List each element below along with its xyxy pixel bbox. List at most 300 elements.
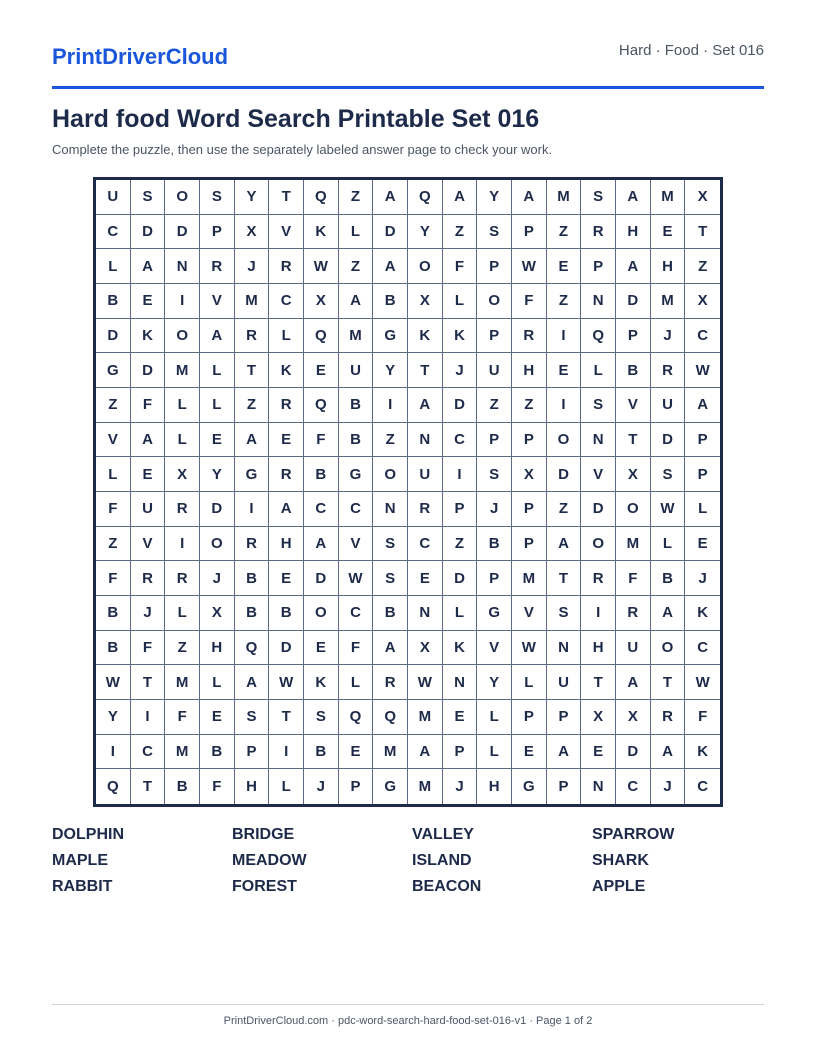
grid-cell: S — [200, 180, 235, 215]
grid-cell: R — [235, 527, 270, 562]
grid-cell: N — [581, 769, 616, 804]
grid-cell: J — [685, 561, 720, 596]
grid-cell: Z — [235, 388, 270, 423]
grid-cell: W — [269, 665, 304, 700]
grid-cell: O — [581, 527, 616, 562]
grid-cell: E — [408, 561, 443, 596]
grid-cell: E — [512, 735, 547, 770]
grid-cell: A — [131, 423, 166, 458]
grid-cell: K — [443, 319, 478, 354]
grid-cell: P — [512, 527, 547, 562]
grid-cell: G — [512, 769, 547, 804]
grid-cell: I — [443, 457, 478, 492]
grid-cell: N — [581, 284, 616, 319]
grid-cell: A — [512, 180, 547, 215]
grid-cell: X — [512, 457, 547, 492]
grid-cell: P — [685, 457, 720, 492]
grid-cell: V — [131, 527, 166, 562]
word-list-item: APPLE — [592, 878, 646, 895]
grid-cell: C — [443, 423, 478, 458]
grid-cell: Y — [477, 180, 512, 215]
grid-cell: Y — [373, 353, 408, 388]
grid-cell: Z — [685, 249, 720, 284]
grid-cell: D — [96, 319, 131, 354]
grid-cell: H — [269, 527, 304, 562]
grid-cell: X — [616, 457, 651, 492]
grid-cell: F — [443, 249, 478, 284]
grid-cell: J — [304, 769, 339, 804]
grid-cell: P — [235, 735, 270, 770]
grid-cell: C — [685, 319, 720, 354]
grid-cell: E — [547, 249, 582, 284]
grid-cell: S — [477, 215, 512, 250]
grid-cell: I — [165, 284, 200, 319]
word-list-item: BRIDGE — [232, 826, 295, 843]
grid-cell: U — [96, 180, 131, 215]
brand-logo[interactable]: PrintDriverCloud — [52, 44, 229, 69]
grid-cell: T — [131, 665, 166, 700]
grid-cell: W — [408, 665, 443, 700]
grid-cell: T — [581, 665, 616, 700]
grid-cell: R — [373, 665, 408, 700]
grid-cell: F — [304, 423, 339, 458]
grid-cell: Z — [443, 215, 478, 250]
grid-cell: Q — [96, 769, 131, 804]
grid-cell: A — [131, 249, 166, 284]
grid-cell: V — [200, 284, 235, 319]
grid-cell: D — [131, 215, 166, 250]
grid-cell: L — [477, 735, 512, 770]
grid-cell: T — [131, 769, 166, 804]
grid-cell: Z — [512, 388, 547, 423]
grid-cell: L — [685, 492, 720, 527]
grid-cell: U — [408, 457, 443, 492]
grid-cell: G — [96, 353, 131, 388]
grid-cell: M — [408, 769, 443, 804]
grid-cell: Z — [547, 284, 582, 319]
grid-cell: N — [373, 492, 408, 527]
grid-cell: L — [96, 249, 131, 284]
grid-cell: B — [304, 735, 339, 770]
grid-cell: C — [697, 778, 709, 796]
grid-cell: M — [512, 561, 547, 596]
word-list-item: SHARK — [592, 852, 649, 869]
grid-cell: A — [339, 284, 374, 319]
grid-cell: A — [408, 735, 443, 770]
grid-cell: U — [339, 353, 374, 388]
grid-cell: C — [616, 769, 651, 804]
grid-cell: A — [547, 527, 582, 562]
grid-cell: Q — [339, 700, 374, 735]
word-list-item: DOLPHIN — [52, 826, 124, 843]
grid-cell: A — [235, 423, 270, 458]
grid-cell: P — [512, 423, 547, 458]
grid-cell: P — [616, 319, 651, 354]
grid-cell: Z — [547, 492, 582, 527]
grid-cell: C — [304, 492, 339, 527]
grid-cell: I — [131, 700, 166, 735]
grid-cell: Q — [304, 319, 339, 354]
grid-cell: J — [443, 769, 478, 804]
grid-cell: A — [373, 180, 408, 215]
grid-cell: O — [165, 180, 200, 215]
grid-cell: R — [269, 388, 304, 423]
grid-cell: Z — [339, 180, 374, 215]
grid-cell: A — [304, 527, 339, 562]
grid-cell: J — [200, 561, 235, 596]
grid-cell: J — [651, 319, 686, 354]
grid-cell: H — [581, 631, 616, 666]
grid-cell: V — [339, 527, 374, 562]
grid-cell: V — [96, 423, 131, 458]
page-footer: PrintDriverCloud.com · pdc-word-search-hard-food-set-016-v1 · Page 1 of 2 — [52, 1004, 764, 1027]
grid-cell: H — [235, 769, 270, 804]
grid-cell: B — [96, 284, 131, 319]
grid-cell: P — [685, 423, 720, 458]
word-list-item: RABBIT — [52, 878, 113, 895]
grid-cell: S — [304, 700, 339, 735]
grid-cell: M — [616, 527, 651, 562]
grid-cell: D — [131, 353, 166, 388]
grid-cell: B — [235, 561, 270, 596]
grid-cell: B — [477, 527, 512, 562]
grid-cell: R — [165, 561, 200, 596]
grid-cell: K — [685, 735, 720, 770]
grid-cell: L — [269, 319, 304, 354]
grid-cell: B — [200, 735, 235, 770]
grid-cell: W — [512, 249, 547, 284]
grid-cell: H — [616, 215, 651, 250]
grid-cell: A — [443, 180, 478, 215]
word-list-item: ISLAND — [412, 852, 472, 869]
grid-cell: F — [131, 631, 166, 666]
grid-cell: C — [339, 492, 374, 527]
word-list-item: FOREST — [232, 878, 297, 895]
grid-cell: W — [685, 665, 720, 700]
grid-cell: T — [651, 665, 686, 700]
grid-cell: K — [685, 596, 720, 631]
grid-cell: L — [651, 527, 686, 562]
grid-cell: F — [339, 631, 374, 666]
grid-cell: B — [96, 631, 131, 666]
grid-cell: M — [373, 735, 408, 770]
grid-cell: D — [304, 561, 339, 596]
grid-cell: I — [581, 596, 616, 631]
grid-cell: I — [547, 319, 582, 354]
grid-cell: E — [304, 353, 339, 388]
grid-cell: Z — [96, 527, 131, 562]
grid-cell: M — [235, 284, 270, 319]
grid-cell: C — [131, 735, 166, 770]
grid-cell: L — [443, 284, 478, 319]
grid-cell: R — [581, 215, 616, 250]
grid-cell: G — [373, 319, 408, 354]
grid-cell: Z — [339, 249, 374, 284]
grid-cell: B — [235, 596, 270, 631]
grid-cell: B — [616, 353, 651, 388]
grid-cell: G — [373, 769, 408, 804]
grid-cell: X — [235, 215, 270, 250]
grid-cell: Z — [165, 631, 200, 666]
grid-cell: F — [96, 492, 131, 527]
grid-cell: L — [443, 596, 478, 631]
grid-cell: P — [547, 700, 582, 735]
grid-cell: L — [200, 388, 235, 423]
grid-cell: X — [165, 457, 200, 492]
grid-cell: U — [616, 631, 651, 666]
grid-cell: A — [408, 388, 443, 423]
grid-cell: A — [616, 180, 651, 215]
grid-cell: L — [477, 700, 512, 735]
grid-cell: L — [165, 388, 200, 423]
grid-cell: K — [443, 631, 478, 666]
grid-cell: B — [165, 769, 200, 804]
grid-cell: S — [651, 457, 686, 492]
grid-cell: U — [131, 492, 166, 527]
grid-cell: R — [651, 353, 686, 388]
grid-cell: R — [512, 319, 547, 354]
grid-cell: X — [408, 631, 443, 666]
word-list-item: MAPLE — [52, 852, 108, 869]
grid-cell: S — [581, 388, 616, 423]
grid-cell: Q — [373, 700, 408, 735]
grid-cell: P — [477, 423, 512, 458]
grid-cell: S — [477, 457, 512, 492]
grid-cell: R — [581, 561, 616, 596]
word-list-item: SPARROW — [592, 826, 675, 843]
grid-cell: F — [131, 388, 166, 423]
grid-cell: X — [200, 596, 235, 631]
grid-cell: L — [581, 353, 616, 388]
page-title: Hard food Word Search Printable Set 016 — [52, 105, 540, 133]
grid-cell: G — [339, 457, 374, 492]
grid-cell: L — [165, 423, 200, 458]
grid-cell: Y — [408, 215, 443, 250]
grid-cell: N — [165, 249, 200, 284]
grid-cell: T — [685, 215, 720, 250]
grid-cell: E — [269, 423, 304, 458]
grid-cell: U — [477, 353, 512, 388]
grid-cell: L — [339, 665, 374, 700]
grid-cell: E — [269, 561, 304, 596]
grid-cell: B — [304, 457, 339, 492]
grid-cell: F — [200, 769, 235, 804]
grid-cell: O — [373, 457, 408, 492]
grid-cell: E — [304, 631, 339, 666]
grid-cell: I — [547, 388, 582, 423]
grid-cell: W — [685, 353, 720, 388]
grid-cell: O — [547, 423, 582, 458]
grid-cell: Q — [581, 319, 616, 354]
grid-cell: U — [547, 665, 582, 700]
grid-cell: B — [269, 596, 304, 631]
grid-cell: W — [339, 561, 374, 596]
grid-cell: H — [477, 769, 512, 804]
grid-cell: Z — [547, 215, 582, 250]
grid-cell: X — [685, 180, 720, 215]
grid-cell: Y — [235, 180, 270, 215]
grid-cell: E — [685, 527, 720, 562]
word-list-item: BEACON — [412, 878, 482, 895]
grid-cell: Y — [96, 700, 131, 735]
grid-cell: V — [512, 596, 547, 631]
grid-cell: X — [408, 284, 443, 319]
grid-cell: B — [373, 596, 408, 631]
grid-cell: L — [200, 353, 235, 388]
grid-cell: A — [616, 249, 651, 284]
grid-cell: D — [373, 215, 408, 250]
grid-cell: D — [547, 457, 582, 492]
grid-cell: C — [96, 215, 131, 250]
grid-cell: D — [443, 388, 478, 423]
grid-cell: R — [131, 561, 166, 596]
grid-cell: G — [477, 596, 512, 631]
grid-cell: I — [269, 735, 304, 770]
grid-cell: L — [512, 665, 547, 700]
page-header — [52, 0, 764, 89]
grid-cell: O — [477, 284, 512, 319]
grid-cell: L — [339, 215, 374, 250]
grid-cell: R — [269, 249, 304, 284]
grid-cell: A — [685, 388, 720, 423]
grid-cell: T — [408, 353, 443, 388]
grid-cell: O — [165, 319, 200, 354]
grid-cell: M — [339, 319, 374, 354]
grid-cell: M — [165, 353, 200, 388]
grid-cell: O — [408, 249, 443, 284]
word-list-item: MEADOW — [232, 852, 307, 869]
grid-cell: A — [269, 492, 304, 527]
grid-cell: R — [165, 492, 200, 527]
grid-cell: M — [408, 700, 443, 735]
grid-cell: F — [165, 700, 200, 735]
grid-cell: T — [269, 180, 304, 215]
grid-cell: A — [651, 596, 686, 631]
grid-cell: R — [651, 700, 686, 735]
grid-cell: S — [373, 561, 408, 596]
grid-cell: T — [269, 700, 304, 735]
grid-cell: Z — [96, 388, 131, 423]
grid-cell: D — [165, 215, 200, 250]
grid-cell: F — [616, 561, 651, 596]
grid-cell: W — [651, 492, 686, 527]
grid-cell: V — [581, 457, 616, 492]
grid-cell: M — [165, 665, 200, 700]
grid-cell: C — [408, 527, 443, 562]
grid-cell: A — [373, 631, 408, 666]
grid-cell: C — [685, 631, 720, 666]
grid-cell: K — [304, 665, 339, 700]
grid-cell: S — [235, 700, 270, 735]
grid-cell: S — [373, 527, 408, 562]
grid-cell: G — [235, 457, 270, 492]
grid-cell: R — [200, 249, 235, 284]
grid-cell: X — [304, 284, 339, 319]
grid-cell: U — [651, 388, 686, 423]
grid-cell: F — [512, 284, 547, 319]
grid-cell: Z — [373, 423, 408, 458]
grid-cell: P — [512, 215, 547, 250]
grid-cell: E — [581, 735, 616, 770]
grid-cell: E — [339, 735, 374, 770]
grid-cell: N — [408, 423, 443, 458]
grid-cell: Z — [477, 388, 512, 423]
grid-cell: P — [443, 735, 478, 770]
grid-cell: X — [616, 700, 651, 735]
grid-cell: N — [547, 631, 582, 666]
grid-cell: M — [651, 180, 686, 215]
grid-cell: E — [131, 284, 166, 319]
grid-cell: J — [235, 249, 270, 284]
grid-cell: P — [339, 769, 374, 804]
puzzle-meta: Hard · Food · Set 016 — [618, 42, 764, 59]
grid-cell: W — [304, 249, 339, 284]
word-search-grid — [93, 177, 723, 807]
grid-cell: I — [235, 492, 270, 527]
grid-cell: E — [200, 423, 235, 458]
grid-cell: L — [165, 596, 200, 631]
grid-cell: P — [200, 215, 235, 250]
grid-cell: J — [477, 492, 512, 527]
grid-cell: W — [512, 631, 547, 666]
grid-cell: D — [443, 561, 478, 596]
grid-cell: F — [96, 561, 131, 596]
grid-cell: H — [200, 631, 235, 666]
grid-cell: R — [408, 492, 443, 527]
grid-cell: P — [547, 769, 582, 804]
grid-cell: E — [443, 700, 478, 735]
grid-cell: O — [200, 527, 235, 562]
grid-cell: A — [616, 665, 651, 700]
grid-cell: B — [339, 423, 374, 458]
grid-cell: H — [651, 249, 686, 284]
grid-cell: E — [131, 457, 166, 492]
grid-cell: P — [512, 700, 547, 735]
grid-cell: W — [96, 665, 131, 700]
grid-cell: E — [547, 353, 582, 388]
grid-cell: X — [685, 284, 720, 319]
grid-cell: V — [616, 388, 651, 423]
grid-cell: Q — [235, 631, 270, 666]
grid-cell: D — [269, 631, 304, 666]
grid-cell: D — [581, 492, 616, 527]
grid-cell: A — [547, 735, 582, 770]
word-list-item: VALLEY — [412, 826, 474, 843]
grid-cell: K — [408, 319, 443, 354]
grid-cell: V — [477, 631, 512, 666]
grid-cell: O — [616, 492, 651, 527]
grid-cell: D — [200, 492, 235, 527]
grid-cell: L — [200, 665, 235, 700]
grid-cell: K — [304, 215, 339, 250]
grid-cell: P — [477, 319, 512, 354]
grid-cell: E — [651, 215, 686, 250]
grid-cell: A — [373, 249, 408, 284]
grid-cell: C — [339, 596, 374, 631]
grid-cell: M — [165, 735, 200, 770]
word-list — [52, 822, 772, 900]
grid-cell: S — [131, 180, 166, 215]
grid-cell: D — [616, 284, 651, 319]
grid-cell: A — [200, 319, 235, 354]
grid-cell: R — [269, 457, 304, 492]
grid-cell: Z — [443, 527, 478, 562]
grid-cell: M — [547, 180, 582, 215]
grid-cell: O — [651, 631, 686, 666]
grid-cell: K — [269, 353, 304, 388]
grid-cell: H — [512, 353, 547, 388]
grid-cell: B — [339, 388, 374, 423]
